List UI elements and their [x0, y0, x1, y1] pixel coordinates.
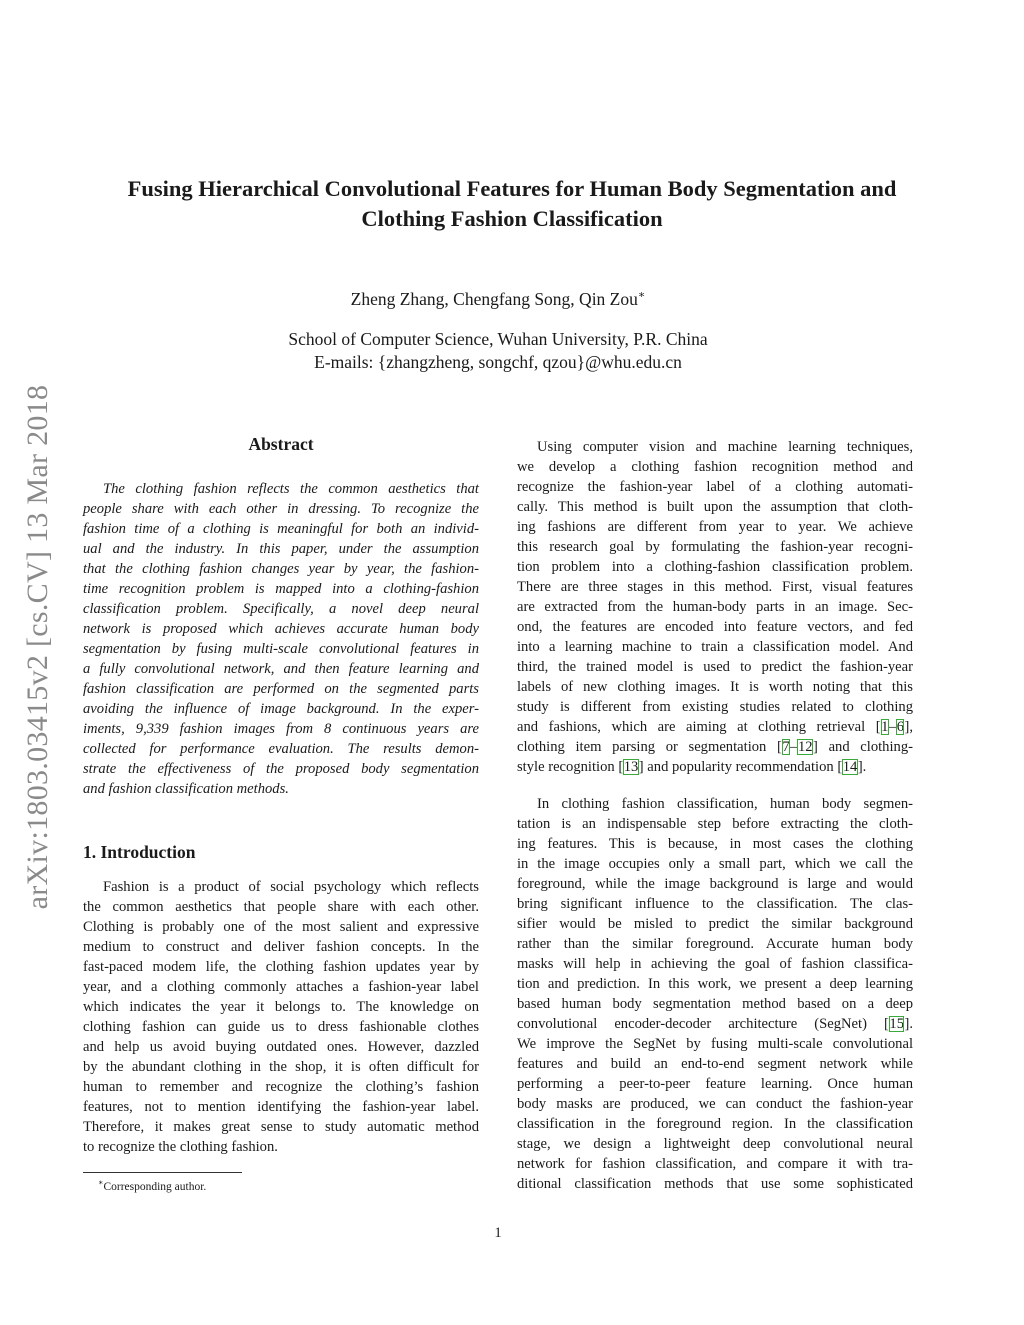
text-line: this research goal by formulating the fashion-year recogni-: [517, 539, 913, 555]
text-line: ond, the features are encoded into feature vectors, and fed: [517, 619, 913, 635]
affiliation: School of Computer Science, Wuhan University, P.R. China: [288, 329, 708, 349]
text-line: into a learning machine to train a classification model. And: [517, 639, 913, 655]
text-line: performing a peer-to-peer feature learning. Once human: [517, 1076, 913, 1092]
footnote-text: Corresponding author.: [103, 1180, 207, 1193]
text-line: clothing fashion can guide us to dress fashionable clothes: [83, 1019, 479, 1035]
citation-link[interactable]: 14: [842, 759, 858, 775]
text-line: people share with each other in dressing. To recognize the: [83, 501, 479, 517]
text-line: Fashion is a product of social psychology which reflects: [103, 879, 479, 895]
citation-link[interactable]: 7: [782, 739, 790, 755]
text-line: We improve the SegNet by fusing multi-scale convolutional: [517, 1036, 913, 1052]
text-line: fast-paced modem life, the clothing fashion updates year by: [83, 959, 479, 975]
text-line: labels of new clothing images. It is worth noting that this: [517, 679, 913, 695]
text-line: iments, 9,339 fashion images from 8 continuous years are: [83, 721, 479, 737]
text-line: In clothing fashion classification, human body segmen-: [537, 796, 913, 812]
footnote: [98, 1178, 206, 1193]
right-column-paragraph-2: [517, 794, 913, 1194]
text-line: classification problem. Specifically, a novel deep neural: [83, 601, 479, 617]
abstract-heading: Abstract: [248, 434, 314, 454]
text-line: collected for performance evaluation. The results demon-: [83, 741, 479, 757]
emails: E-mails: {zhangzheng, songchf, qzou}@whu.edu.cn: [314, 352, 682, 372]
text-line: avoiding the influence of image background. In the exper-: [83, 701, 479, 717]
text-line: and help us avoid buying outdated ones. However, dazzled: [83, 1039, 479, 1055]
text-line: to recognize the clothing fashion.: [83, 1139, 278, 1155]
text-line: the common aesthetics that people share with each other.: [83, 899, 479, 915]
text-line: fashion time of a clothing is meaningful for both an individ-: [83, 521, 479, 537]
text-line: convolutional encoder-decoder architecture (SegNet) [15].: [517, 1016, 913, 1032]
text-line: clothing item parsing or segmentation [7–12] and clothing-: [517, 739, 913, 755]
text-line: features and build an end-to-end segment network while: [517, 1056, 913, 1072]
text-line: time recognition problem is mapped into a clothing-fashion: [83, 581, 479, 597]
citation-link[interactable]: 15: [889, 1016, 904, 1032]
text-line: and fashions, which are aiming at clothing retrieval [1–6],: [517, 719, 913, 735]
text-line: which indicates the year it belongs to. The knowledge on: [83, 999, 479, 1015]
title-line: Fusing Hierarchical Convolutional Features for Human Body Segmentation and: [127, 176, 897, 201]
text-line: and fashion classification methods.: [83, 781, 289, 797]
citation-link[interactable]: 1: [881, 719, 889, 735]
text-line: body masks are produced, we can conduct the fashion-year: [517, 1096, 913, 1112]
author-names: Zheng Zhang, Chengfang Song, Qin Zou: [350, 288, 638, 309]
text-line: that the clothing fashion changes year by year, the fashion-: [83, 561, 479, 577]
text-line: Therefore, it makes great sense to study automatic method: [83, 1119, 479, 1135]
text-line: in the image occupies only a small part, which we call the: [517, 856, 913, 872]
text-line: tion problem into a clothing-fashion classification problem.: [517, 559, 913, 575]
text-line: bring significant influence to the classification. The clas-: [517, 896, 913, 912]
text-line: study is different from existing studies related to clothing: [517, 699, 913, 715]
text-line: rather than the similar foreground. Accurate human body: [517, 936, 913, 952]
footnote-rule: [83, 1172, 242, 1173]
text-line: fashion classification are performed on the segmented parts: [83, 681, 479, 697]
citation-link[interactable]: 13: [623, 759, 639, 775]
text-line: tion and prediction. In this work, we present a deep learning: [517, 976, 913, 992]
text-line: Using computer vision and machine learning techniques,: [537, 439, 913, 455]
affiliation-block: [0, 328, 996, 374]
text-line: ual and the industry. In this paper, under the assumption: [83, 541, 479, 557]
text-line: stage, we design a lightweight deep convolutional neural: [517, 1136, 913, 1152]
arxiv-stamp: arXiv:1803.03415v2 [cs.CV] 13 Mar 2018: [21, 384, 54, 910]
citation-link[interactable]: 6: [896, 719, 904, 735]
text-line: ing fashions are different from year to year. We achieve: [517, 519, 913, 535]
text-line: third, the trained model is used to predict the fashion-year: [517, 659, 913, 675]
text-line: based human body segmentation method based on a deep: [517, 996, 913, 1012]
text-line: masks will help in achieving the goal of fashion classifica-: [517, 956, 913, 972]
authors: [0, 288, 996, 310]
text-line: year, and a clothing commonly attaches a fashion-year label: [83, 979, 479, 995]
text-line: network is proposed which achieves accurate human body: [83, 621, 479, 637]
paper-title: [60, 174, 964, 234]
text-line: medium to construct and deliver fashion concepts. In the: [83, 939, 479, 955]
text-line: human to remember and recognize the clothing’s fashion: [83, 1079, 479, 1095]
text-line: we develop a clothing fashion recognition method and: [517, 459, 913, 475]
footnote-mark: ∗: [98, 1178, 104, 1187]
introduction-heading: 1. Introduction: [83, 842, 196, 862]
text-line: network for fashion classification, and compare it with tra-: [517, 1156, 913, 1172]
text-line: by the abundant clothing in the shop, it is often difficult for: [83, 1059, 479, 1075]
text-line: cally. This method is built upon the assumption that cloth-: [517, 499, 913, 515]
text-line: strate the effectiveness of the proposed body segmentation: [83, 761, 479, 777]
citation-link[interactable]: 12: [797, 739, 813, 755]
text-line: The clothing fashion reflects the common aesthetics that: [103, 481, 479, 497]
text-line: are extracted from the human-body parts in an image. Sec-: [517, 599, 913, 615]
right-column-paragraph-1: [517, 437, 913, 777]
text-line: ditional classification methods that use some sophisticated: [517, 1176, 913, 1192]
introduction-body: [83, 877, 479, 1157]
text-line: classification in the foreground region. In the classification: [517, 1116, 913, 1132]
text-line: tation is an indispensable step before extracting the cloth-: [517, 816, 913, 832]
text-line: sifier would be misled to predict the similar background: [517, 916, 913, 932]
text-line: segmentation by fusing multi-scale convolutional features in: [83, 641, 479, 657]
text-line: a fully convolutional network, and then feature learning and: [83, 661, 479, 677]
text-line: recognize the fashion-year label of a clothing automati-: [517, 479, 913, 495]
abstract-body: [83, 479, 479, 799]
author-footnote-mark: ∗: [637, 289, 646, 301]
title-line: Clothing Fashion Classification: [361, 206, 663, 231]
text-line: ing features. This is because, in most cases the clothing: [517, 836, 913, 852]
text-line: foreground, while the image background is large and would: [517, 876, 913, 892]
text-line: style recognition [13] and popularity recommendation [14].: [517, 759, 867, 775]
page-number: 1: [494, 1225, 502, 1241]
text-line: Clothing is probably one of the most salient and expressive: [83, 919, 479, 935]
text-line: There are three stages in this method. First, visual features: [517, 579, 913, 595]
text-line: features, not to mention identifying the fashion-year label.: [83, 1099, 479, 1115]
